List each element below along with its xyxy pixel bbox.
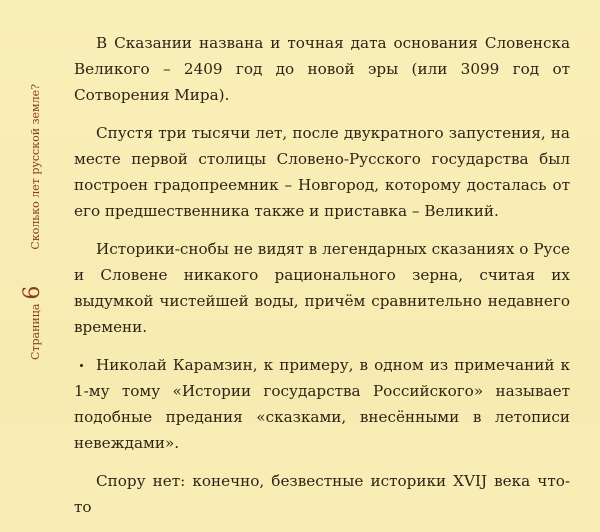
paragraph: Николай Карамзин, к примеру, в одном из примечаний к 1-му тому «Истории государства Российского» называет подобные предания «сказками, внесёнными в летописи невеждами».: [74, 352, 570, 456]
running-title: Сколько лет русской земле?: [29, 84, 42, 250]
paragraph: Спору нет: конечно, безвестные историки XVIJ века что-то: [74, 472, 570, 516]
page-label: Страница: [29, 303, 42, 360]
page-body: [74, 30, 570, 532]
page-number: 6: [20, 285, 45, 300]
running-header: [22, 84, 44, 360]
paragraph: Спустя три тысячи лет, после двукратного запустения, на месте первой столицы Словено-Русского государства был построен градопреемник – Новгород, которому досталась от его предшественника также и приставка – Великий.: [74, 124, 570, 220]
paragraph: В Сказании названа и точная дата основания Словенска Великого – 2409 год до новой эры (или 3099 год от Сотворения Мира).: [74, 34, 570, 104]
page-margin: [0, 0, 44, 423]
paragraph: Историки-снобы не видят в легендарных сказаниях о Русе и Словене никакого рационального зерна, считая их выдумкой чистейшей воды, причём сравнительно недавнего времени.: [74, 240, 570, 336]
